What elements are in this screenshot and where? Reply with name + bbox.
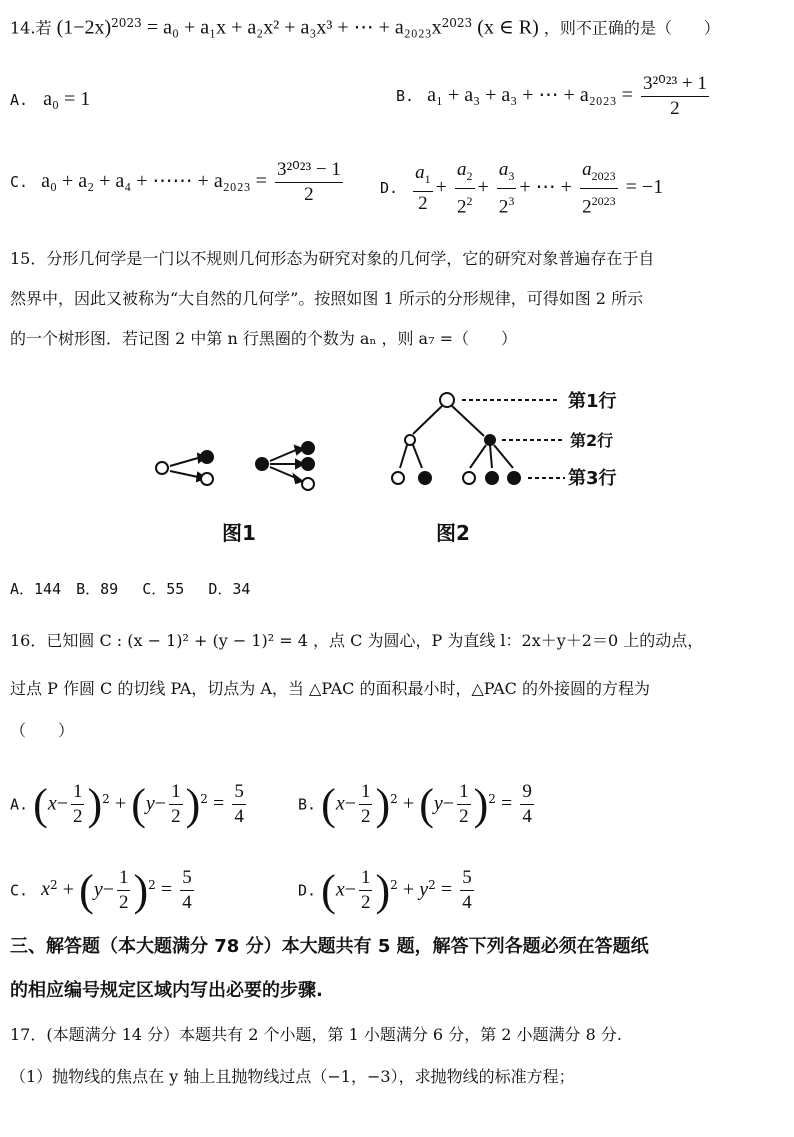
- q15-options: A．144 B．89 C．55 D．34: [10, 580, 251, 598]
- fig1-tree-a: [156, 451, 213, 485]
- q14-c-fraction: $\frac{\text{3²⁰²³ − 1}}{2}$: [276, 159, 341, 205]
- q16-line-3: （ ）: [10, 721, 75, 740]
- q14-option-c: C. a₀ + a₂ + a₄ + ⋯⋯ + a₂₀₂₃ = $\frac{\text{3²⁰²³ − 1}}{2}$: [10, 159, 341, 205]
- q15-line-1: 15．分形几何学是一门以不规则几何形态为研究对象的几何学，它的研究对象普遍存在于自: [10, 249, 655, 268]
- fig2-row1-label: 第1行: [568, 391, 617, 412]
- fig1-black-node: [302, 442, 314, 454]
- q15-line-2: 然界中，因此又被称为“大自然的几何学”。按照如图 1 所示的分形规律，可得如图 2 所示: [10, 289, 644, 308]
- fig1-white-node: [201, 473, 213, 485]
- fig2-white-node: [392, 472, 404, 484]
- fig2-black-node: [508, 472, 520, 484]
- fig1-caption: 图1: [222, 521, 256, 545]
- fig1-tree-b: [256, 442, 314, 490]
- q16-line-2: 过点 P 作圆 C 的切线 PA，切点为 A，当 △PAC 的面积最小时，△PAC 的外接圆的方程为: [10, 679, 650, 698]
- fig2-black-node: [419, 472, 431, 484]
- q16-option-b: B. (x− $\frac{1}{2}$ )$^2$ + (y− $\frac{1}{2}$ )$^2$ = $\frac{9}{4}$: [298, 779, 532, 829]
- q14-base: (1−2x): [56, 16, 112, 39]
- q16-line-1: 16．已知圆 C : (x − 1)² + (y − 1)² = 4 ，点 C 为圆心，P 为直线 l：2x＋y＋2＝0 上的动点，: [10, 631, 704, 650]
- q17-part-1: （1）抛物线的焦点在 y 轴上且抛物线过点（−1，−3），求抛物线的标准方程；: [10, 1067, 575, 1086]
- q17-intro: 17．(本题满分 14 分）本题共有 2 个小题，第 1 小题满分 6 分，第 2 小题满分 8 分.: [10, 1025, 622, 1044]
- fig2-row3-label: 第3行: [568, 468, 617, 489]
- q14-option-b: B. a₁ + a₃ + a₃ + ⋯ + a₂₀₂₃ = $\frac{\text{3²⁰²³ + 1}}{2}$: [396, 73, 707, 119]
- fig2-row2-label: 第2行: [570, 431, 614, 450]
- fig2-black-node: [485, 435, 495, 445]
- fig2-black-node: [486, 472, 498, 484]
- q14-b-fraction: $\frac{\text{3²⁰²³ + 1}}{2}$: [642, 73, 707, 119]
- fig2-tree: [392, 393, 520, 484]
- fig1-black-node: [302, 458, 314, 470]
- q14-stem: 14.若 $(1-2x)^{2023} = a_0 + a_1x + a_2x^2 + a_3x^3$ + ⋯ + $a_{2023}x^{2023}$ (x ∈ R) ，则不正确的是（ ）: [10, 16, 720, 39]
- section-3-heading-line-2: 的相应编号规定区域内写出必要的步骤.: [10, 980, 323, 1001]
- fig2-white-node: [463, 472, 475, 484]
- fig1-white-node: [156, 462, 168, 474]
- q15-line-3: 的一个树形图．若记图 2 中第 n 行黑圈的个数为 aₙ ，则 a₇ =（ ）: [10, 329, 517, 348]
- q14-domain: (x ∈ R): [477, 16, 539, 39]
- fig2-root-node: [440, 393, 454, 407]
- fig1-white-node: [302, 478, 314, 490]
- q14-option-a: A. a₀ = 1: [10, 88, 91, 110]
- fig1-black-node: [201, 451, 213, 463]
- fig2-caption: 图2: [436, 521, 470, 545]
- section-3-heading-line-1: 三、解答题（本大题满分 78 分）本大题共有 5 题，解答下列各题必须在答题纸: [10, 936, 649, 957]
- q16-option-d: D. (x− $\frac{1}{2}$ )$^2 + y^2$ = $\frac{5}{4}$: [298, 865, 472, 915]
- fig2-row-guides: [462, 400, 565, 478]
- q14-option-d: D. $\frac{a_1}{2}$ + $\frac{a_2}{2^2}$ + $\frac{a_3}{2^3}$ + ⋯ + $\frac{a_{2023}}{2^{2023}}$ = −1: [380, 159, 664, 218]
- fractal-figure: [0, 380, 794, 560]
- q16-option-a: A. (x− $\frac{1}{2}$ )$^2$ + (y− $\frac{1}{2}$ )$^2$ = $\frac{5}{4}$: [10, 779, 244, 829]
- fig1-black-node: [256, 458, 268, 470]
- q14-rhs: = a₀ + a₁x + a₂x² + a₃x³ + ⋯ + a₂₀₂₃x: [146, 16, 442, 39]
- fig2-white-node: [405, 435, 415, 445]
- q16-option-c: C. $x^2 + (y-$ $\frac{1}{2}$ )$^2$ = $\frac{5}{4}$: [10, 865, 192, 915]
